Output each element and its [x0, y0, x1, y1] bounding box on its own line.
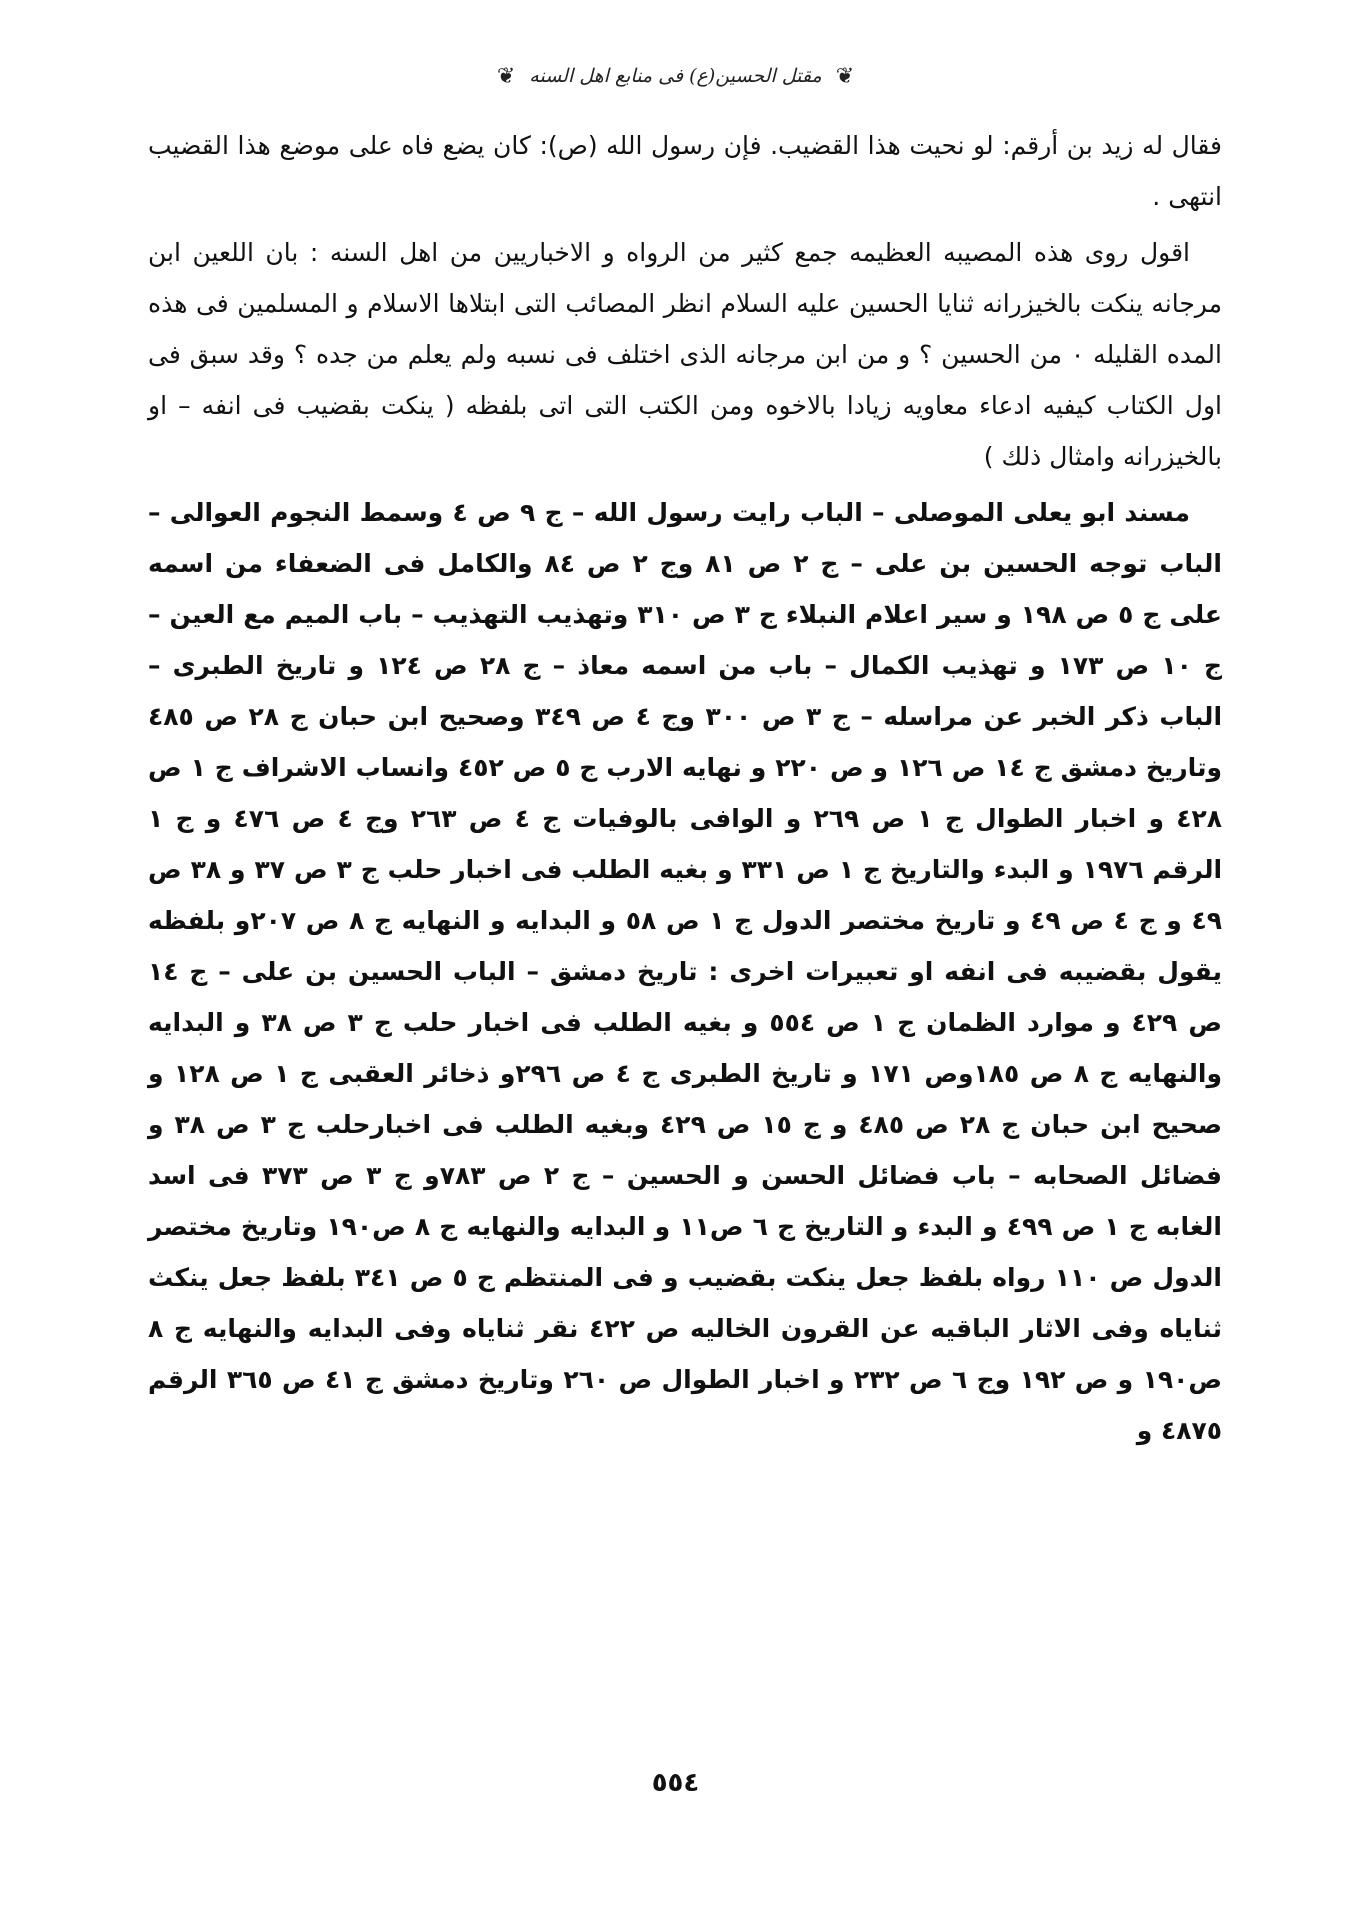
paragraph-quote: فقال له زيد بن أرقم: لو نحيت هذا القضيب. فإن رسول الله (ص): كان يضع فاه على موضع هذا القضيب انتهى .: [148, 131, 1222, 211]
header-title: مقتل الحسین(ع) فی منابع اهل السنه: [529, 65, 822, 87]
ornament-right-icon: ❦: [835, 64, 855, 89]
running-header: [0, 62, 1351, 91]
page-number: ٥٥٤: [651, 1768, 700, 1798]
body-text: [148, 120, 1222, 1456]
paragraph-references: مسند ابو يعلى الموصلى – الباب رايت رسول الله – ج ٩ ص ٤ وسمط النجوم العوالى – الباب توجه الحسين بن على – ج ٢ ص ٨١ وج ٢ ص ٨٤ والكامل فى الضعفاء من اسمه على ج ٥ ص ١٩٨ و سير اعلام النبلاء ج ٣ ص ٣١٠ وتهذيب التهذيب – باب الميم مع العين – ج ١٠ ص ١٧٣ و تهذيب الكمال – باب من اسمه معاذ – ج ٢٨ ص ١٢٤ و تاريخ الطبرى – الباب ذكر الخبر عن مراسله – ج ٣ ص ٣٠٠ وج ٤ ص ٣٤٩ وصحيح ابن حبان ج ٢٨ ص ٤٨٥ وتاريخ دمشق ج ١٤ ص ١٢٦ و ص ٢٢٠ و نهايه الارب ج ٥ ص ٤٥٢ وانساب الاشراف ج ١ ص ٤٢٨ و اخبار الطوال ج ١ ص ٢٦٩ و الوافى بالوفيات ج ٤ ص ٢٦٣ وج ٤ ص ٤٧٦ و ج ١ الرقم ١٩٧٦ و البدء والتاريخ ج ١ ص ٣٣١ و بغيه الطلب فى اخبار حلب ج ٣ ص ٣٧ و ٣٨ ص ٤٩ و ج ٤ ص ٤٩ و تاريخ مختصر الدول ج ١ ص ٥٨ و البدايه و النهايه ج ٨ ص ٢٠٧و بلفظه يقول بقضيبه فى انفه او تعبيرات اخرى : تاريخ دمشق – الباب الحسين بن على – ج ١٤ ص ٤٢٩ و موارد الظمان ج ١ ص ٥٥٤ و بغيه الطلب فى اخبار حلب ج ٣ ص ٣٨ و البدايه والنهايه ج ٨ ص ١٨٥وص ١٧١ و تاريخ الطبرى ج ٤ ص ٢٩٦و ذخائر العقبى ج ١ ص ١٢٨ و صحيح ابن حبان ج ٢٨ ص ٤٨٥ و ج ١٥ ص ٤٢٩ وبغيه الطلب فى اخبارحلب ج ٣ ص ٣٨ و فضائل الصحابه – باب فضائل الحسن و الحسين – ج ٢ ص ٧٨٣و ج ٣ ص ٣٧٣ فى اسد الغابه ج ١ ص ٤٩٩ و البدء و التاريخ ج ٦ ص١١ و البدايه والنهايه ج ٨ ص١٩٠ وتاريخ مختصر الدول ص ١١٠ رواه بلفظ جعل ينكت بقضيب و فى المنتظم ج ٥ ص ٣٤١ بلفظ جعل ينكث ثناياه وفى الاثار الباقيه عن القرون الخاليه ص ٤٢٢ نقر ثناياه وفى البدايه والنهايه ج ٨ ص١٩٠ و ص ١٩٢ وج ٦ ص ٢٣٢ و اخبار الطوال ص ٢٦٠ وتاريخ دمشق ج ٤١ ص ٣٦٥ الرقم ٤٨٧٥ و: [148, 498, 1223, 1445]
paragraph-commentary: اقول روى هذه المصيبه العظيمه جمع كثير من الرواه و الاخباريين من اهل السنه : بان اللعين ابن مرجانه ينكت بالخيزرانه ثنايا الحسين عليه السلام انظر المصائب التى ابتلاها الاسلام و المسلمين فى هذه المده القليله ٠ من الحسين ؟ و من ابن مرجانه الذى اختلف فى نسبه ولم يعلم من جده ؟ وقد سبق فى اول الكتاب كيفيه ادعاء معاويه زيادا بالاخوه ومن الكتب التى اتى بلفظه ( ينكت بقضيب فى انفه – او بالخيزرانه وامثال ذلك ): [148, 238, 1222, 471]
ornament-left-icon: ❦: [496, 64, 516, 89]
